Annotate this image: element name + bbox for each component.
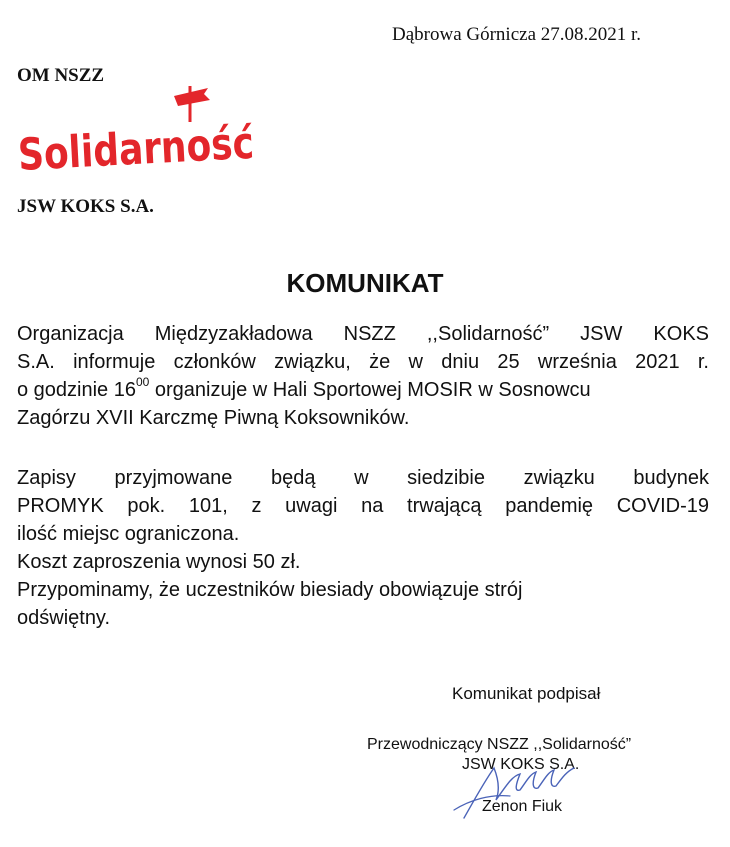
venue-text: organizuje w Hali Sportowej MOSIR w Sosnowcu: [149, 379, 591, 401]
organization-name-bottom: JSW KOKS S.A.: [17, 196, 154, 217]
paragraph-line: [17, 376, 709, 404]
time-text: o godzinie 16: [17, 379, 136, 401]
signed-by-label: Komunikat podpisał: [452, 684, 601, 703]
paragraph-line: odświętny.: [17, 607, 111, 629]
paragraph-line: ilość miejsc ograniczona.: [17, 523, 240, 545]
signatory-name: Zenon Fiuk: [482, 798, 563, 815]
time-minutes-superscript: 00: [135, 375, 150, 390]
paragraph-line: Przypominamy, że uczestników biesiady obowiązuje strój: [17, 579, 523, 601]
registration-paragraph: [17, 464, 709, 632]
paragraph-line: Zapisy przyjmowane będą w siedzibie związku budynek: [17, 467, 709, 489]
signatory-company: JSW KOKS S.A.: [462, 756, 580, 773]
signatory-title: Przewodniczący NSZZ ,,Solidarność”: [367, 736, 632, 753]
paragraph-line: S.A. informuje członków związku, że w dniu 25 września 2021 r.: [17, 351, 709, 373]
paragraph-line: Zagórzu XVII Karczmę Piwną Koksowników.: [17, 407, 410, 429]
paragraph-line: Koszt zaproszenia wynosi 50 zł.: [17, 551, 301, 573]
announcement-paragraph: [17, 320, 709, 432]
paragraph-line: PROMYK pok. 101, z uwagi na trwającą pandemię COVID-19: [17, 495, 709, 517]
document-title: KOMUNIKAT: [286, 268, 444, 298]
solidarnosc-logo: [14, 80, 308, 182]
handwritten-signature: [450, 760, 580, 822]
document-date: Dąbrowa Górnicza 27.08.2021 r.: [392, 24, 642, 45]
logo-lettering: Solidarność: [16, 114, 308, 182]
paragraph-line: Organizacja Międzyzakładowa NSZZ ,,Solidarność” JSW KOKS: [17, 323, 709, 345]
organization-name-top: OM NSZZ: [17, 65, 105, 86]
